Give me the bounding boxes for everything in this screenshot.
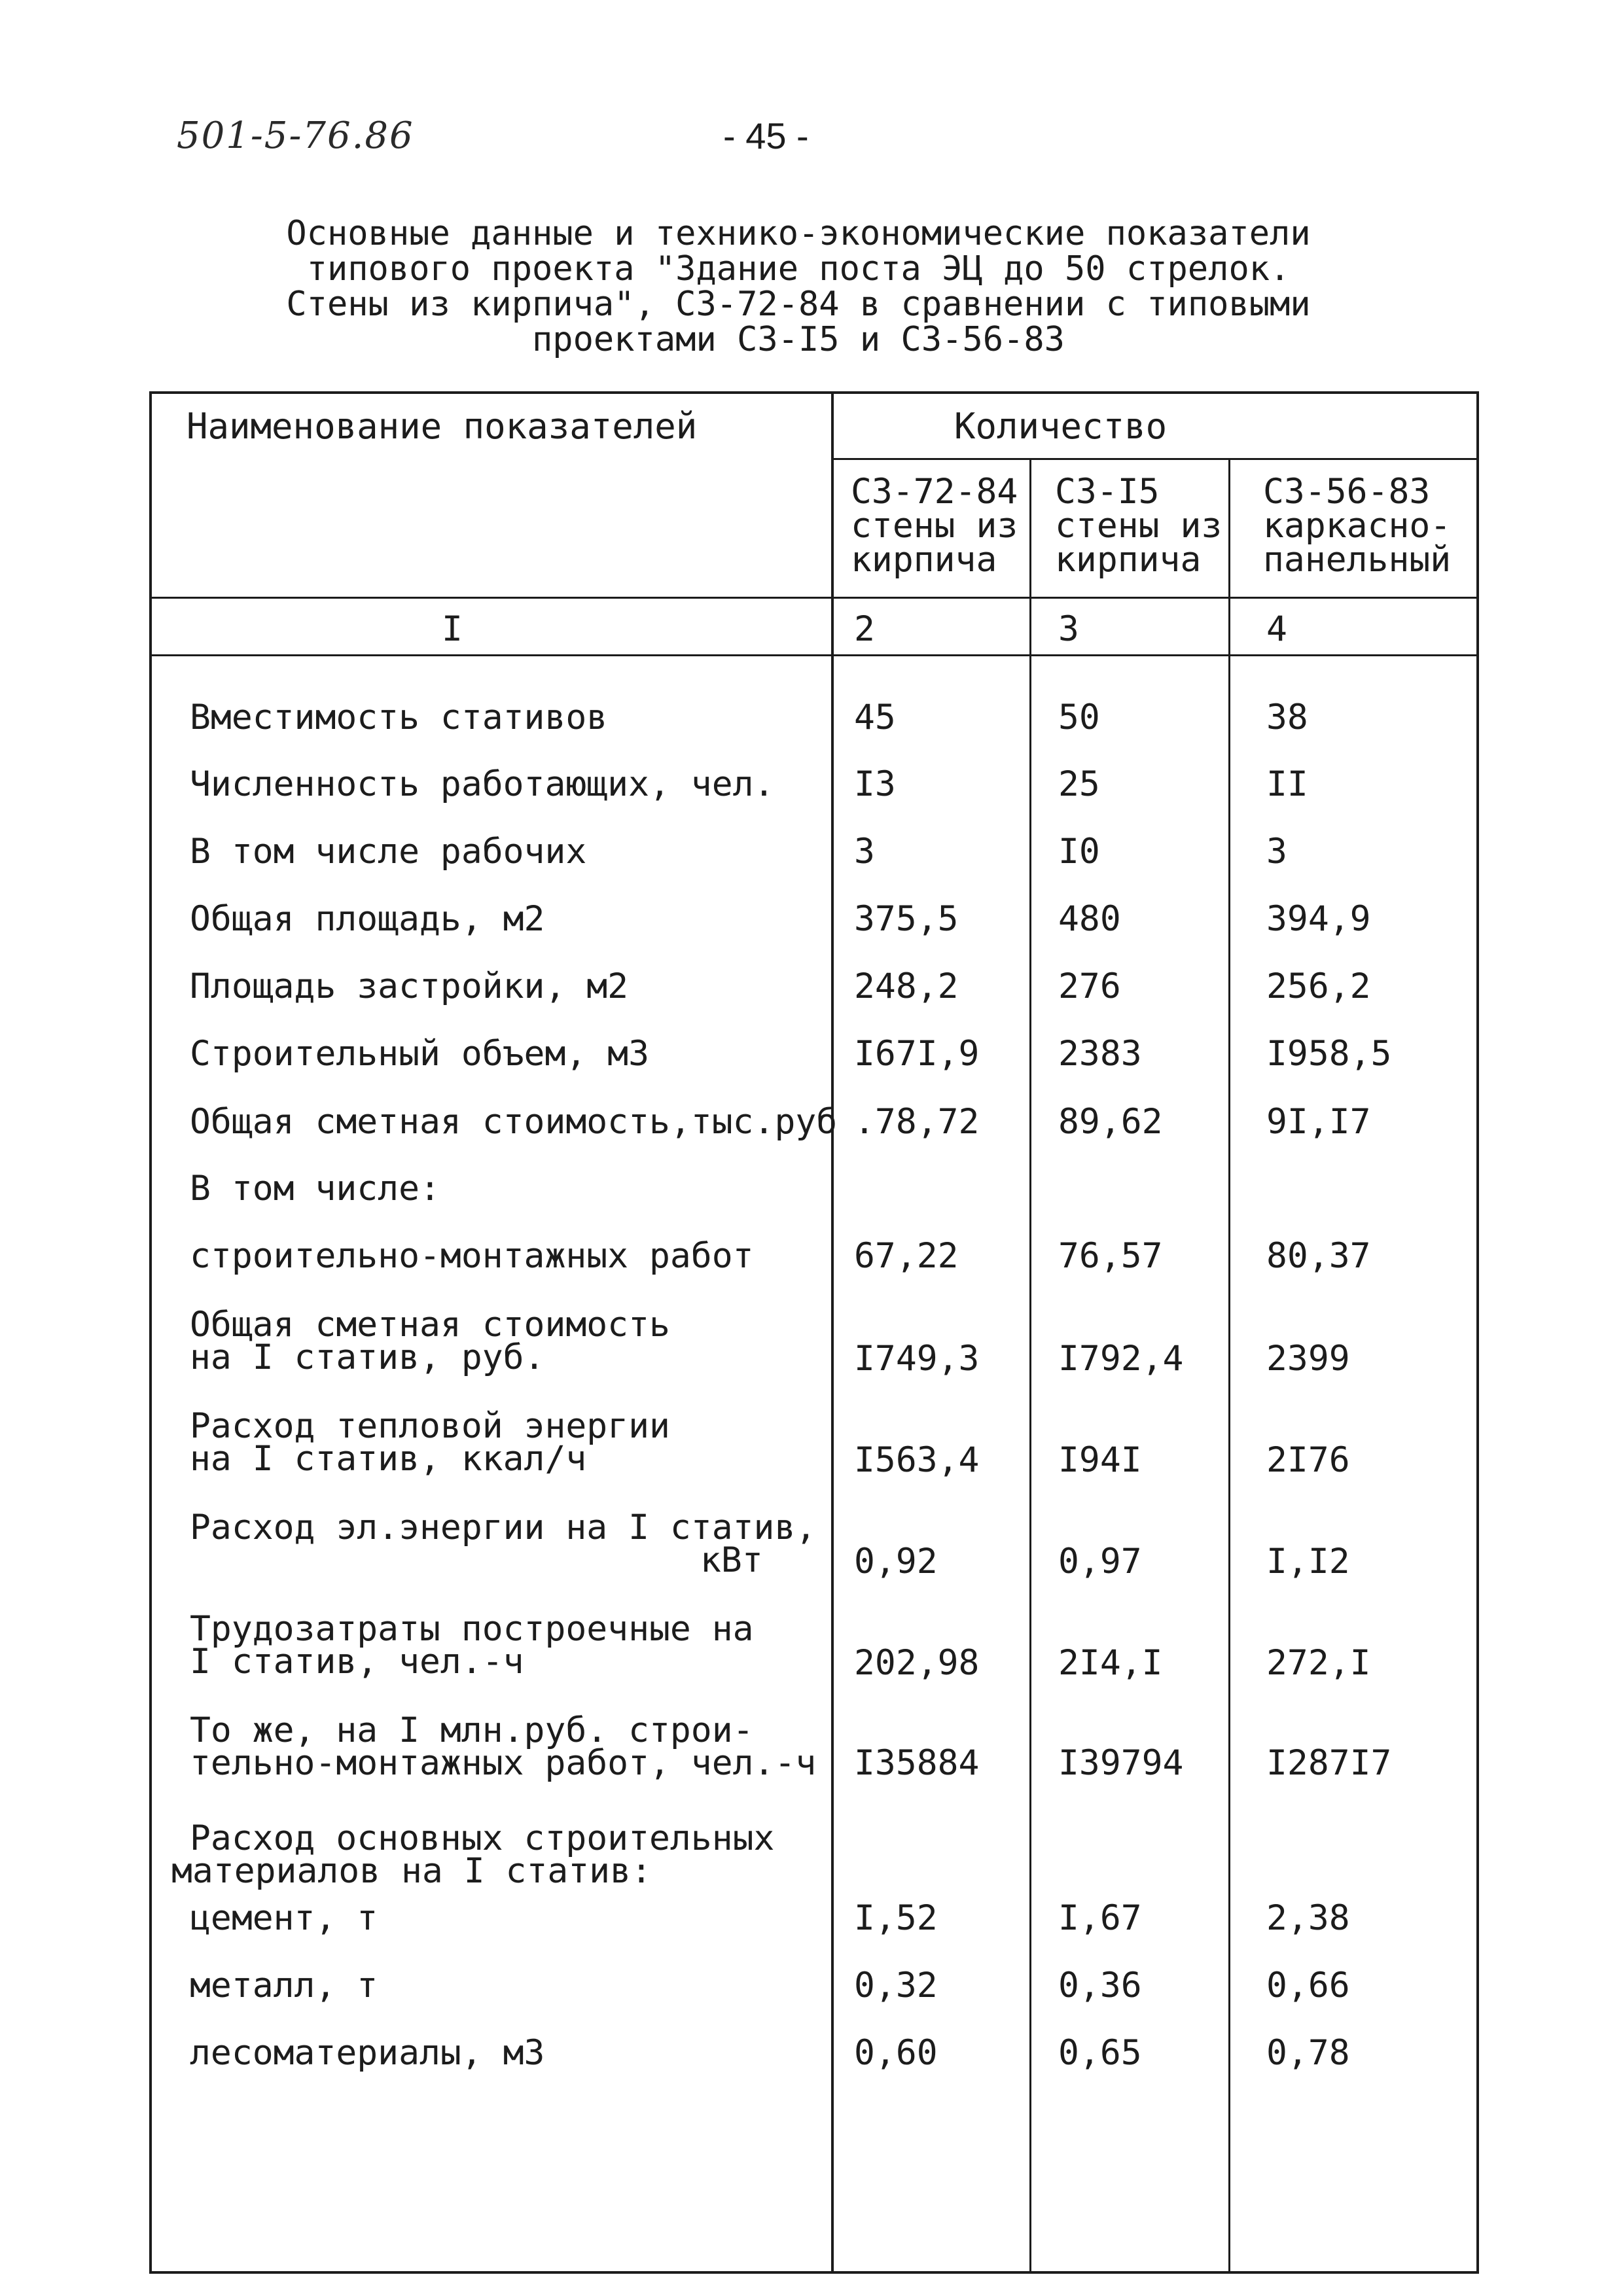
value-cell-col4: 2399 (1266, 1339, 1350, 1379)
col3-line3: панельный (1263, 540, 1452, 580)
row-label: Расход эл.энергии на I статив, (190, 1508, 817, 1547)
col3-line2: каркасно- (1263, 506, 1452, 546)
quantity-header-rule (831, 458, 1479, 460)
title-line-2: типового проекта "Здание поста ЭЦ до 50 стрелок. (306, 249, 1291, 289)
column-divider-3 (1228, 458, 1230, 2274)
value-cell-col3: 50 (1058, 698, 1100, 737)
header-indicator-name: Наименование показателей (187, 406, 698, 447)
header-bottom-rule (149, 597, 1479, 599)
value-cell-col3: I,67 (1058, 1898, 1142, 1938)
value-cell-col2: 0,60 (854, 2033, 938, 2073)
value-cell-col3: 2383 (1058, 1034, 1142, 1074)
value-cell-col2: 248,2 (854, 966, 959, 1006)
row-label: Строительный объем, м3 (190, 1034, 649, 1074)
title-line-4: проектами СЗ-I5 и СЗ-56-83 (532, 320, 1065, 359)
value-cell-col3: 89,62 (1058, 1102, 1163, 1142)
row-label-continuation: материалов на I статив: (171, 1851, 652, 1891)
value-cell-col2: 0,32 (854, 1966, 938, 2005)
index-cell-1: I (442, 609, 463, 649)
value-cell-col2: 3 (854, 832, 875, 872)
row-label-continuation: тельно-монтажных работ, чел.-ч (190, 1743, 817, 1783)
row-label: Расход тепловой энергии (190, 1406, 670, 1446)
document-code: 501-5-76.86 (177, 115, 414, 157)
value-cell-col4: 0,78 (1266, 2033, 1350, 2073)
value-cell-col4: 2I76 (1266, 1440, 1350, 1480)
index-cell-2: 2 (854, 609, 875, 649)
value-cell-col3: 0,65 (1058, 2033, 1142, 2073)
value-cell-col4: I287I7 (1266, 1743, 1392, 1783)
value-cell-col2: .78,72 (854, 1102, 980, 1142)
index-cell-3: 3 (1058, 609, 1079, 649)
title-line-3: Стены из кирпича", СЗ-72-84 в сравнении с типовыми (286, 285, 1311, 324)
value-cell-col3: I39794 (1058, 1743, 1184, 1783)
column-header-1 (851, 472, 1018, 580)
value-cell-col2: I35884 (854, 1743, 980, 1783)
col1-line1: СЗ-72-84 (851, 472, 1018, 512)
value-cell-col4: 38 (1266, 698, 1308, 737)
value-cell-col3: I792,4 (1058, 1339, 1184, 1379)
value-cell-col4: 0,66 (1266, 1966, 1350, 2005)
value-cell-col3: I94I (1058, 1440, 1142, 1480)
value-cell-col3: I0 (1058, 832, 1100, 872)
index-row-rule (149, 654, 1479, 656)
col3-line1: СЗ-56-83 (1263, 472, 1431, 512)
value-cell-col4: I,I2 (1266, 1542, 1350, 1581)
row-label: В том числе рабочих (190, 832, 587, 872)
index-cell-4: 4 (1266, 609, 1287, 649)
value-cell-col3: 0,36 (1058, 1966, 1142, 2005)
value-cell-col2: I67I,9 (854, 1034, 980, 1074)
row-label: То же, на I млн.руб. строи- (190, 1710, 754, 1750)
value-cell-col3: 0,97 (1058, 1542, 1142, 1581)
table-top-border (149, 391, 1479, 394)
table-bottom-border (149, 2271, 1479, 2274)
title-line-1: Основные данные и технико-экономические показатели (286, 214, 1311, 253)
row-label: лесоматериалы, м3 (190, 2033, 545, 2073)
value-cell-col3: 480 (1058, 899, 1121, 939)
row-label: Общая сметная стоимость (190, 1305, 670, 1345)
table-left-border (149, 391, 152, 2274)
value-cell-col2: 0,92 (854, 1542, 938, 1581)
row-label: цемент, т (190, 1898, 378, 1938)
value-cell-col4: 2,38 (1266, 1898, 1350, 1938)
value-cell-col3: 76,57 (1058, 1236, 1163, 1276)
column-divider-1 (831, 391, 834, 2274)
table-right-border (1476, 391, 1479, 2274)
row-label: Вместимость стативов (190, 698, 608, 737)
col2-line2: стены из (1055, 506, 1222, 546)
row-label: Численность работающих, чел. (190, 764, 775, 804)
value-cell-col4: I958,5 (1266, 1034, 1392, 1074)
value-cell-col4: 80,37 (1266, 1236, 1371, 1276)
page-number: - 45 - (723, 115, 809, 156)
value-cell-col2: 45 (854, 698, 896, 737)
row-label-continuation: на I статив, ккал/ч (190, 1439, 587, 1479)
value-cell-col4: 256,2 (1266, 966, 1371, 1006)
value-cell-col3: 2I4,I (1058, 1643, 1163, 1683)
value-cell-col3: 25 (1058, 764, 1100, 804)
col1-line3: кирпича (851, 540, 997, 580)
row-label: строительно-монтажных работ (190, 1236, 754, 1276)
col2-line1: СЗ-I5 (1055, 472, 1160, 512)
col1-line2: стены из (851, 506, 1018, 546)
row-label: Общая сметная стоимость,тыс.руб (190, 1102, 838, 1142)
value-cell-col4: 9I,I7 (1266, 1102, 1371, 1142)
value-cell-col2: I3 (854, 764, 896, 804)
value-cell-col3: 276 (1058, 966, 1121, 1006)
value-cell-col2: 375,5 (854, 899, 959, 939)
row-label: металл, т (190, 1966, 378, 2005)
col2-line3: кирпича (1055, 540, 1202, 580)
value-cell-col2: I,52 (854, 1898, 938, 1938)
value-cell-col4: II (1266, 764, 1308, 804)
value-cell-col2: 202,98 (854, 1643, 980, 1683)
row-label: Трудозатраты построечные на (190, 1609, 754, 1649)
column-header-2 (1055, 472, 1222, 580)
row-label: В том числе: (190, 1169, 440, 1209)
column-header-3 (1263, 472, 1452, 580)
value-cell-col4: 272,I (1266, 1643, 1371, 1683)
value-cell-col4: 3 (1266, 832, 1287, 872)
value-cell-col2: I563,4 (854, 1440, 980, 1480)
row-label: Площадь застройки, м2 (190, 966, 629, 1006)
header-quantity: Количество (954, 406, 1168, 447)
value-cell-col4: 394,9 (1266, 899, 1371, 939)
value-cell-col2: 67,22 (854, 1236, 959, 1276)
row-label-continuation: на I статив, руб. (190, 1337, 545, 1377)
row-label: Общая площадь, м2 (190, 899, 545, 939)
row-label-continuation: I статив, чел.-ч (190, 1642, 524, 1682)
column-divider-2 (1029, 458, 1031, 2274)
row-label: Расход основных строительных (190, 1818, 775, 1858)
value-cell-col2: I749,3 (854, 1339, 980, 1379)
row-label-continuation: кВт (700, 1540, 763, 1580)
